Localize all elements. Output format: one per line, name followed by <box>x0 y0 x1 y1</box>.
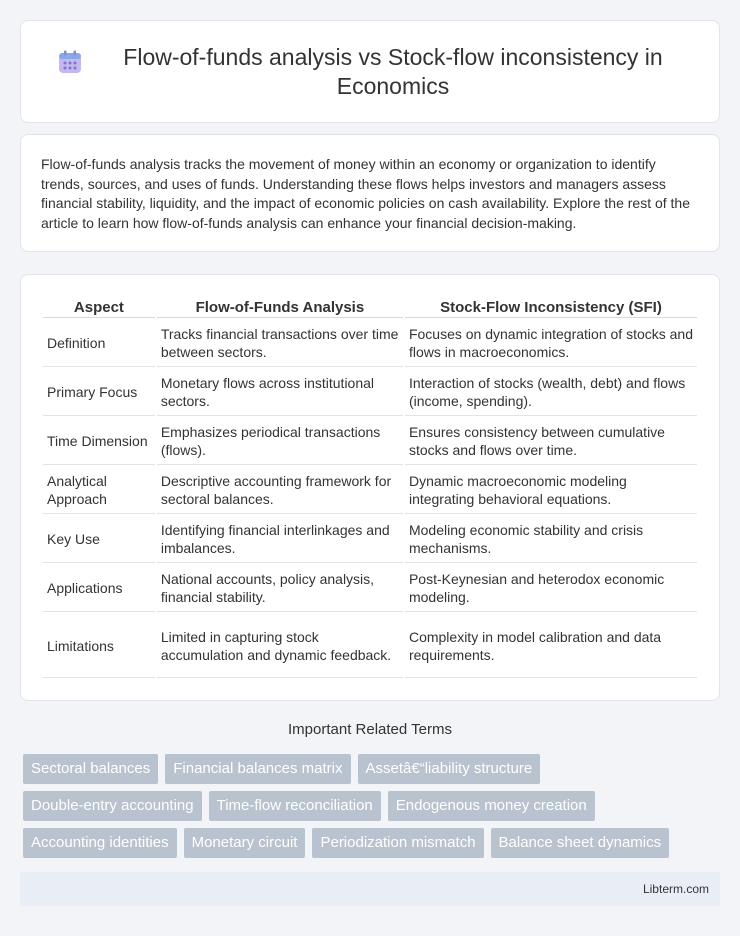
term-tag[interactable]: Double-entry accounting <box>23 791 202 821</box>
table-cell: Focuses on dynamic integration of stocks and flows in macroeconomics. <box>405 320 697 367</box>
term-tag[interactable]: Sectoral balances <box>23 754 158 784</box>
table-cell: Tracks financial transactions over time between sectors. <box>157 320 403 367</box>
term-tag[interactable]: Periodization mismatch <box>312 828 483 858</box>
table-cell: Dynamic macroeconomic modeling integrating behavioral equations. <box>405 467 697 514</box>
table-cell: National accounts, policy analysis, financial stability. <box>157 565 403 612</box>
term-tag[interactable]: Monetary circuit <box>184 828 306 858</box>
term-tag[interactable]: Assetâ€“liability structure <box>358 754 541 784</box>
table-row <box>43 369 697 416</box>
table-cell: Emphasizes periodical transactions (flows). <box>157 418 403 465</box>
tag-row <box>23 828 723 858</box>
intro-card <box>20 134 720 252</box>
column-header: Stock-Flow Inconsistency (SFI) <box>405 297 697 318</box>
table-row <box>43 418 697 465</box>
table-cell: Descriptive accounting framework for sectoral balances. <box>157 467 403 514</box>
table-cell: Definition <box>43 320 155 367</box>
title-card <box>20 20 720 123</box>
column-header: Flow-of-Funds Analysis <box>157 297 403 318</box>
table-row <box>43 516 697 563</box>
tag-row <box>23 754 723 784</box>
related-terms-title: Important Related Terms <box>288 721 452 738</box>
table-header-row <box>43 297 697 318</box>
table-row <box>43 565 697 612</box>
term-tag[interactable]: Balance sheet dynamics <box>491 828 670 858</box>
table-cell: Applications <box>43 565 155 612</box>
intro-paragraph: Flow-of-funds analysis tracks the movement of money within an economy or organization to identify trends, sources, and uses of funds. Understanding these flows helps investors and managers assess financial stability, liquidity, and the impact of economic policies on cash availability. Explore the rest of the article to learn how flow-of-funds analysis can enhance your financial decision-making. <box>41 156 690 231</box>
table-cell: Primary Focus <box>43 369 155 416</box>
comparison-card <box>20 274 720 701</box>
tag-row <box>23 791 723 821</box>
table-cell: Time Dimension <box>43 418 155 465</box>
table-cell: Limited in capturing stock accumulation and dynamic feedback. <box>157 614 403 678</box>
table-row <box>43 467 697 514</box>
table-cell: Interaction of stocks (wealth, debt) and flows (income, spending). <box>405 369 697 416</box>
column-header: Aspect <box>43 297 155 318</box>
related-terms <box>23 754 723 865</box>
table-cell: Limitations <box>43 614 155 678</box>
table-cell: Ensures consistency between cumulative stocks and flows over time. <box>405 418 697 465</box>
table-cell: Monetary flows across institutional sectors. <box>157 369 403 416</box>
table-row <box>43 614 697 678</box>
table-cell: Analytical Approach <box>43 467 155 514</box>
term-tag[interactable]: Time-flow reconciliation <box>209 791 381 821</box>
calendar-grid-icon <box>57 49 83 75</box>
table-cell: Post-Keynesian and heterodox economic modeling. <box>405 565 697 612</box>
footer <box>20 872 720 906</box>
table-cell: Key Use <box>43 516 155 563</box>
term-tag[interactable]: Endogenous money creation <box>388 791 595 821</box>
comparison-table <box>41 295 699 680</box>
table-cell: Identifying financial interlinkages and imbalances. <box>157 516 403 563</box>
term-tag[interactable]: Financial balances matrix <box>165 754 350 784</box>
term-tag[interactable]: Accounting identities <box>23 828 177 858</box>
page-title: Flow-of-funds analysis vs Stock-flow inconsistency in Economics <box>123 43 663 99</box>
footer-site-link[interactable]: Libterm.com <box>642 882 709 896</box>
table-cell: Modeling economic stability and crisis mechanisms. <box>405 516 697 563</box>
table-row <box>43 320 697 367</box>
table-cell: Complexity in model calibration and data requirements. <box>405 614 697 678</box>
